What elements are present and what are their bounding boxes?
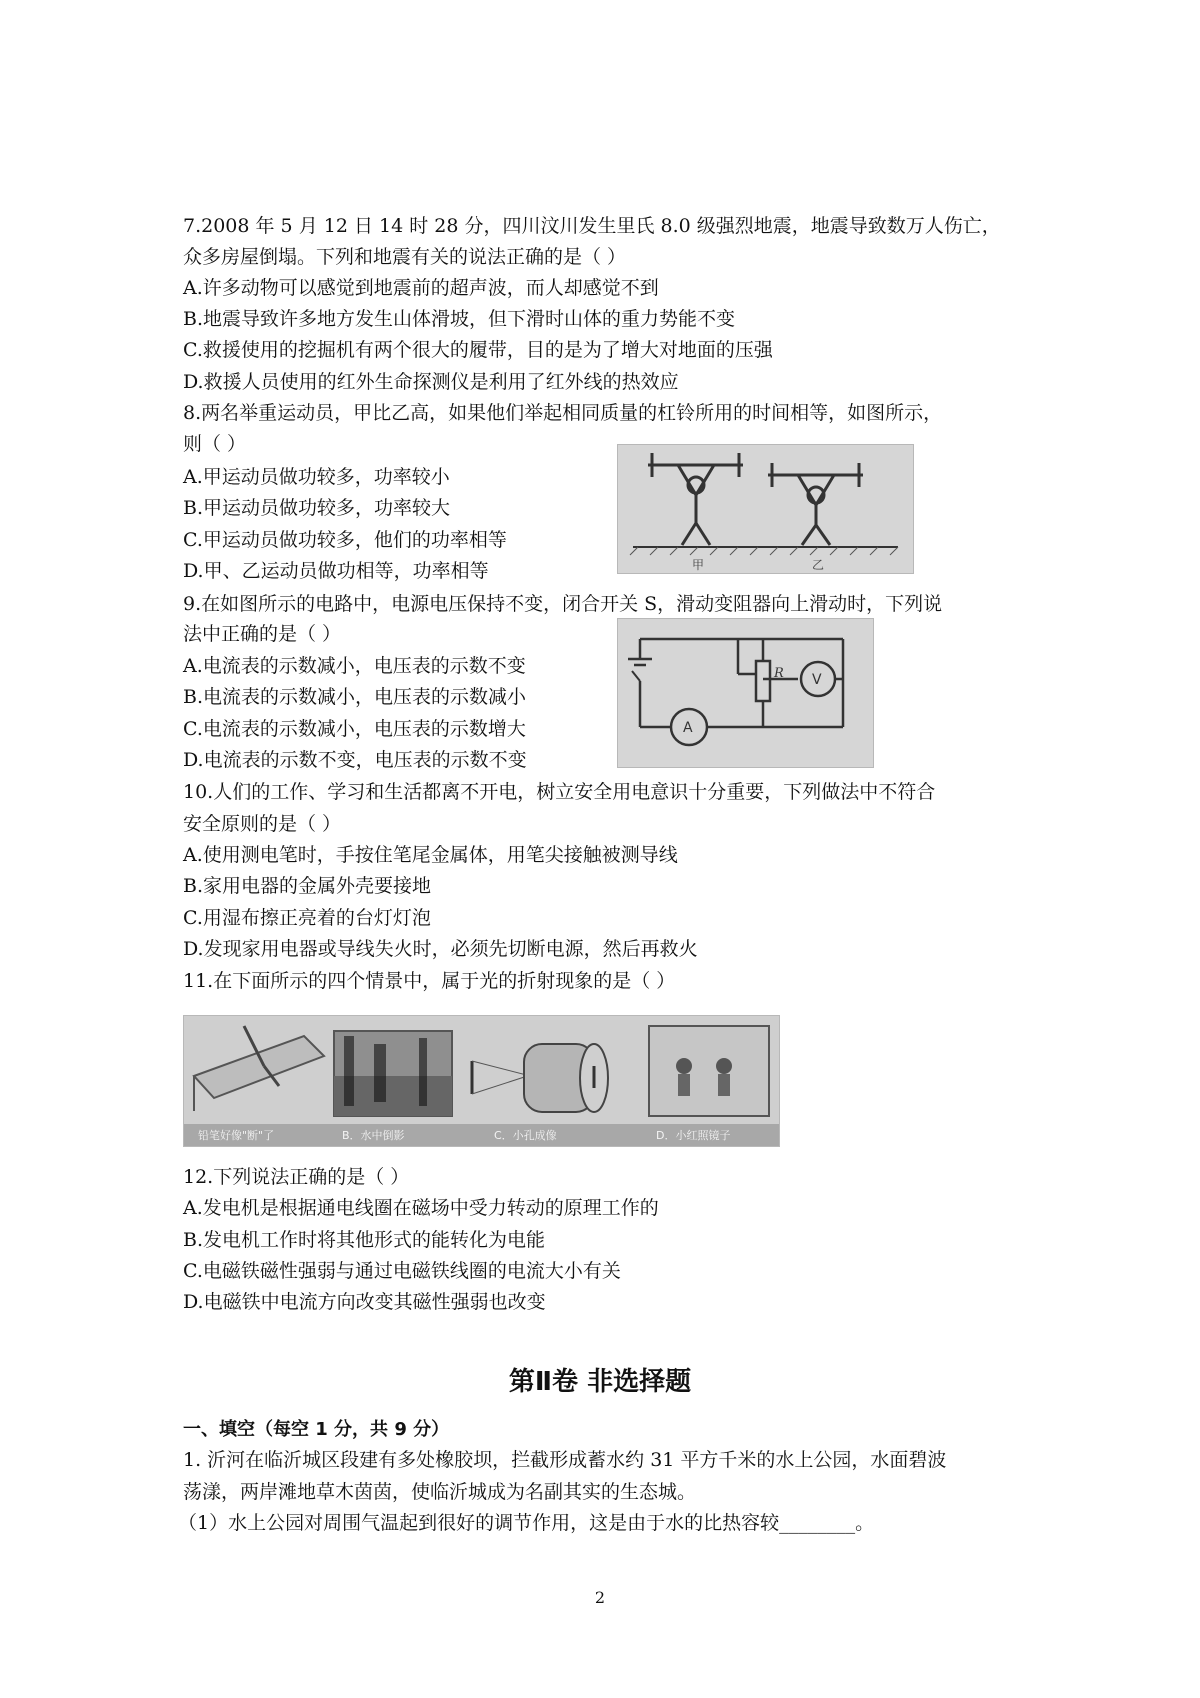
part-one-heading: 一、填空（每空 1 分，共 9 分） xyxy=(183,1419,450,1440)
q12-option-b: B.发电机工作时将其他形式的能转化为电能 xyxy=(183,1229,546,1251)
q8-stem-line1: 8.两名举重运动员，甲比乙高，如果他们举起相同质量的杠铃所用的时间相等，如图所示， xyxy=(183,402,943,424)
circuit-figure xyxy=(617,618,874,768)
fig-label-jia: 甲 xyxy=(692,558,705,572)
q9-option-c: C.电流表的示数减小，电压表的示数增大 xyxy=(183,718,526,740)
voltmeter-label: V xyxy=(812,672,822,688)
q9-option-a: A.电流表的示数减小，电压表的示数不变 xyxy=(183,655,526,677)
q10-stem-line2: 安全原则的是（ ） xyxy=(183,813,342,835)
q8-option-c: C.甲运动员做功较多，他们的功率相等 xyxy=(183,529,507,551)
page-number: 2 xyxy=(594,1588,606,1607)
q8-option-d: D.甲、乙运动员做功相等，功率相等 xyxy=(183,560,489,582)
q10-option-b: B.家用电器的金属外壳要接地 xyxy=(183,875,432,897)
q10-option-d: D.发现家用电器或导线失火时，必须先切断电源，然后再救火 xyxy=(183,938,698,960)
q7-option-a: A.许多动物可以感觉到地震前的超声波，而人却感觉不到 xyxy=(183,277,659,299)
weightlifters-figure xyxy=(617,444,914,574)
fill-q1-line2: 荡漾，两岸滩地草木茵茵，使临沂城成为名副其实的生态城。 xyxy=(183,1481,697,1503)
q10-option-c: C.用湿布擦正亮着的台灯灯泡 xyxy=(183,907,431,929)
rheostat-label: R xyxy=(774,666,784,681)
q12-option-c: C.电磁铁磁性强弱与通过电磁铁线圈的电流大小有关 xyxy=(183,1260,621,1282)
scene-pencil-in-water xyxy=(194,1026,324,1111)
q7-stem-line1: 7.2008 年 5 月 12 日 14 时 28 分，四川汶川发生里氏 8.0 级强烈地震，地震导致数万人伤亡， xyxy=(183,215,1001,237)
q9-option-d: D.电流表的示数不变，电压表的示数不变 xyxy=(183,749,527,771)
q9-option-b: B.电流表的示数减小，电压表的示数减小 xyxy=(183,686,527,708)
q8-option-b: B.甲运动员做功较多，功率较大 xyxy=(183,497,451,519)
q8-stem-line2: 则（ ） xyxy=(183,433,247,455)
fill-q1-sub1: （1）水上公园对周围气温起到很好的调节作用，这是由于水的比热容较________。 xyxy=(178,1512,875,1534)
q8-option-a: A.甲运动员做功较多，功率较小 xyxy=(183,466,450,488)
section-title: 第Ⅱ卷 非选择题 xyxy=(508,1367,692,1397)
q7-option-d: D.救援人员使用的红外生命探测仪是利用了红外线的热效应 xyxy=(183,371,679,393)
q10-option-a: A.使用测电笔时，手按住笔尾金属体，用笔尖接触被测导线 xyxy=(183,844,678,866)
fig-label-yi: 乙 xyxy=(812,558,825,572)
scene-mirror xyxy=(649,1026,769,1116)
q10-stem-line1: 10.人们的工作、学习和生活都离不开电，树立安全用电意识十分重要，下列做法中不符合 xyxy=(183,781,936,803)
q12-option-a: A.发电机是根据通电线圈在磁场中受力转动的原理工作的 xyxy=(183,1197,659,1219)
q7-option-b: B.地震导致许多地方发生山体滑坡，但下滑时山体的重力势能不变 xyxy=(183,308,736,330)
q12-option-d: D.电磁铁中电流方向改变其磁性强弱也改变 xyxy=(183,1291,546,1313)
caption-d: D．小红照镜子 xyxy=(656,1129,731,1142)
scene-water-reflection xyxy=(334,1031,452,1116)
caption-b: B．水中倒影 xyxy=(342,1129,405,1142)
caption-c: C．小孔成像 xyxy=(494,1129,557,1142)
scene-pinhole-imaging xyxy=(472,1044,608,1112)
ammeter-label: A xyxy=(683,720,693,736)
q9-stem-line2: 法中正确的是（ ） xyxy=(183,623,342,645)
q7-stem-line2: 众多房屋倒塌。下列和地震有关的说法正确的是（ ） xyxy=(183,246,627,268)
caption-a: 铅笔好像"断"了 xyxy=(198,1129,275,1142)
q7-option-c: C.救援使用的挖掘机有两个很大的履带，目的是为了增大对地面的压强 xyxy=(183,339,773,361)
optics-scenes-figure xyxy=(183,1015,780,1147)
q11-stem: 11.在下面所示的四个情景中，属于光的折射现象的是（ ） xyxy=(183,970,676,992)
fill-q1-line1: 1. 沂河在临沂城区段建有多处橡胶坝，拦截形成蓄水约 31 平方千米的水上公园，水面碧波 xyxy=(183,1449,947,1471)
q9-stem-line1: 9.在如图所示的电路中，电源电压保持不变，闭合开关 S，滑动变阻器向上滑动时，下列说 xyxy=(183,593,943,615)
q12-stem: 12.下列说法正确的是（ ） xyxy=(183,1166,410,1188)
